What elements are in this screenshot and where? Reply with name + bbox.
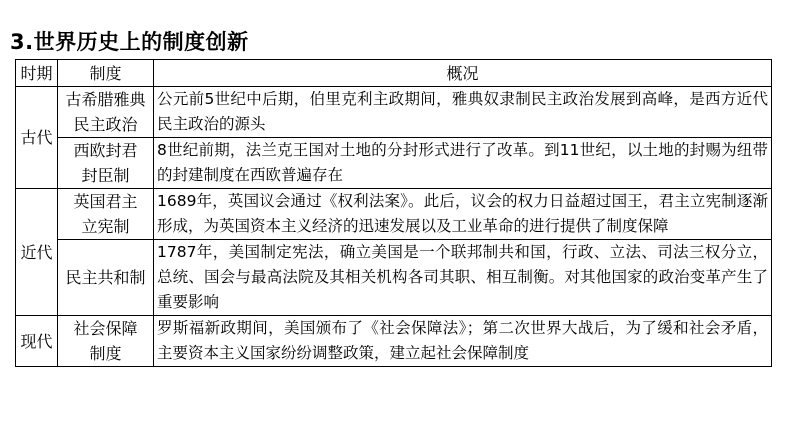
overview-cell: 公元前5世纪中后期，伯里克利主政期间，雅典奴隶制民主政治发展到高峰，是西方近代民主政治的源头 <box>154 87 772 138</box>
header-overview: 概况 <box>154 60 772 87</box>
header-period: 时期 <box>16 60 58 87</box>
table-row <box>16 87 772 138</box>
system-cell <box>58 240 154 316</box>
overview-cell: 罗斯福新政期间，美国颁布了《社会保障法》；第二次世界大战后，为了缓和社会矛盾，主要资本主义国家纷纷调整政策，建立起社会保障制度 <box>154 316 772 367</box>
system-cell <box>58 316 154 367</box>
system-label-line1: 社会保障 <box>73 319 138 338</box>
table-row <box>16 138 772 189</box>
overview-cell: 8世纪前期，法兰克王国对土地的分封形式进行了改革。到11世纪，以土地的封赐为纽带的封建制度在西欧普遍存在 <box>154 138 772 189</box>
overview-cell: 1787年，美国制定宪法，确立美国是一个联邦制共和国，行政、立法、司法三权分立，总统、国会与最高法院及其相关机构各司其职、相互制衡。对其他国家的政治变革产生了重要影响 <box>154 240 772 316</box>
period-contemporary: 现代 <box>16 316 58 367</box>
section-title: 3.世界历史上的制度创新 <box>10 30 249 54</box>
system-cell <box>58 138 154 189</box>
system-cell <box>58 87 154 138</box>
system-label-line1: 民主共和制 <box>65 268 146 287</box>
system-cell <box>58 189 154 240</box>
table-row <box>16 316 772 367</box>
system-label-line2: 制度 <box>89 344 122 363</box>
table-row <box>16 189 772 240</box>
system-label-line1: 英国君主 <box>73 192 138 211</box>
period-ancient: 古代 <box>16 87 58 189</box>
header-row <box>16 60 772 87</box>
system-label-line2: 立宪制 <box>81 217 130 236</box>
system-label-line1: 古希腊雅典 <box>65 90 146 109</box>
system-label-line2: 民主政治 <box>73 115 138 134</box>
system-label-line1: 西欧封君 <box>73 141 138 160</box>
period-modern: 近代 <box>16 189 58 316</box>
header-system: 制度 <box>58 60 154 87</box>
system-label-line2: 封臣制 <box>81 166 130 185</box>
history-table <box>15 59 772 367</box>
overview-cell: 1689年，英国议会通过《权利法案》。此后，议会的权力日益超过国王，君主立宪制逐渐形成，为英国资本主义经济的迅速发展以及工业革命的进行提供了制度保障 <box>154 189 772 240</box>
table-row <box>16 240 772 316</box>
